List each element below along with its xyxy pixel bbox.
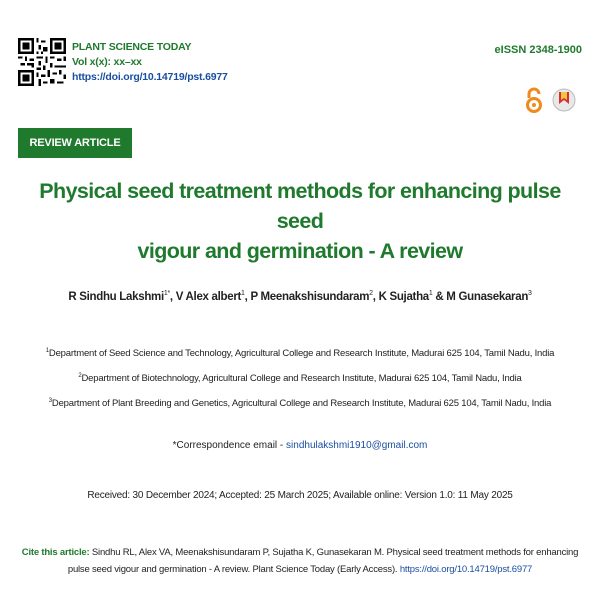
cite-text: Sindhu RL, Alex VA, Meenakshisundaram P, Sujatha K, Gunasekaran M. Physical seed treatment methods for enhancing pulse seed vigour and germination - A review. Plant Science Today (Early Access). [67,547,579,575]
open-access-icon[interactable] [522,86,546,114]
qr-code-icon [18,38,66,86]
badge-group [522,86,576,114]
journal-name: PLANT SCIENCE TODAY [72,41,192,53]
author: M Gunasekaran$^3$ [446,290,532,303]
article-title [20,176,580,266]
author: K Sujatha$^1$ & [378,290,447,303]
correspondence [0,440,600,451]
citation [20,544,580,578]
author: P Meenakshisundaram$^2$, [250,290,379,303]
correspondence-label: *Correspondence email - [172,440,287,451]
title-line-2: vigour and germination - A review [137,239,463,263]
affiliation-list [0,340,600,415]
article-type-badge: REVIEW ARTICLE [18,128,132,158]
eissn-label: eISSN 2348-1900 [494,44,582,56]
journal-header [72,40,228,85]
cite-label: Cite this article: [21,547,90,558]
affiliation: $^1$Department of Seed Science and Technology, Agricultural College and Research Institute, Madurai 625 104, Tamil Nadu, India [45,348,555,360]
author: R Sindhu Lakshmi$^{1*}$, [68,290,176,303]
correspondence-email-link[interactable]: sindhulakshmi1910@gmail.com [286,440,428,451]
crossmark-icon[interactable] [552,86,576,114]
journal-volume: Vol x(x): xx–xx [72,56,142,68]
author-list [0,290,600,303]
affiliation: $^2$Department of Biotechnology, Agricultural College and Research Institute, Madurai 625 104, Tamil Nadu, India [78,373,522,385]
affiliation: $^3$Department of Plant Breeding and Genetics, Agricultural College and Research Institute, Madurai 625 104, Tamil Nadu, India [48,398,552,410]
journal-doi-link[interactable]: https://doi.org/10.14719/pst.6977 [72,71,228,83]
publication-dates: Received: 30 December 2024; Accepted: 25 March 2025; Available online: Version 1.0: 11 May 2025 [87,490,513,501]
title-line-1: Physical seed treatment methods for enhancing pulse seed [39,179,561,233]
cite-doi-link[interactable]: https://doi.org/10.14719/pst.6977 [399,564,533,575]
author: V Alex albert$^1$, [175,290,251,303]
